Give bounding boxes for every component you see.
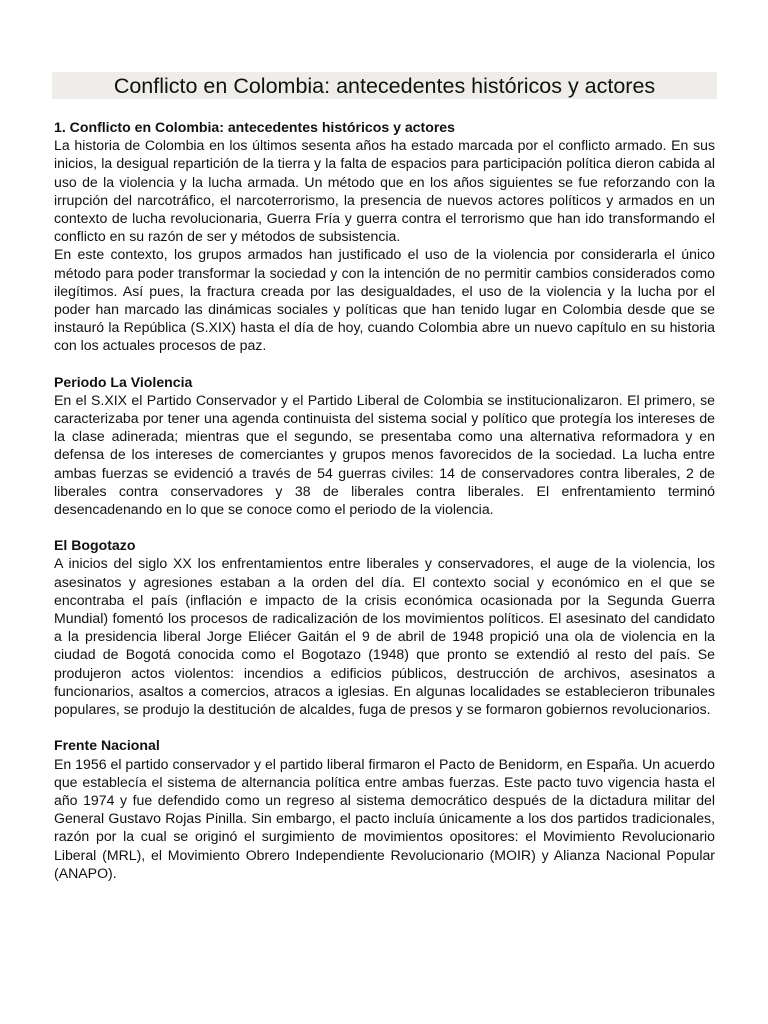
section-periodo-la-violencia: [54, 373, 715, 519]
section-paragraph: A inicios del siglo XX los enfrentamientos entre liberales y conservadores, el auge de la violencia, los asesinatos y agresiones estaban a la orden del día. El contexto social y económico en el que se encontraba el país (inflación e impacto de la crisis económica ocasionada por la Segunda Guerra Mundial) fomentó los procesos de radicalización de los movimientos políticos. El asesinato del candidato a la presidencia liberal Jorge Eliécer Gaitán el 9 de abril de 1948 propició una ola de violencia en la ciudad de Bogotá conocida como el Bogotazo (1948) que pronto se extendió al resto del país. Se produjeron actos violentos: incendios a edificios públicos, destrucción de archivos, asesinatos a funcionarios, asaltos a comercios, atracos a iglesias. En algunas localidades se establecieron tribunales populares, se produjo la destitución de alcaldes, fuga de presos y se formaron gobiernos revolucionarios.: [54, 555, 715, 718]
document-body: [54, 118, 715, 900]
section-frente-nacional: [54, 736, 715, 882]
section-conflicto: [54, 118, 715, 355]
section-paragraph: En el S.XIX el Partido Conservador y el Partido Liberal de Colombia se institucionalizaron. El primero, se caracterizaba por tener una agenda continuista del sistema social y político que protegía los intereses de la clase adinerada; mientras que el segundo, se presentaba como una alternativa reformadora y en defensa de los intereses de comerciantes y grupos menos favorecidos de la sociedad. La lucha entre ambas fuerzas se evidenció a través de 54 guerras civiles: 14 de conservadores contra liberales, 2 de liberales contra conservadores y 38 de liberales contra liberales. El enfrentamiento terminó desencadenando en lo que se conoce como el periodo de la violencia.: [54, 391, 715, 518]
section-paragraph: La historia de Colombia en los últimos sesenta años ha estado marcada por el conflicto armado. En sus inicios, la desigual repartición de la tierra y la falta de espacios para participación política dieron cabida al uso de la violencia y la lucha armada. Un método que en los años siguientes se fue reforzando con la irrupción del narcotráfico, el narcoterrorismo, la presencia de nuevos actores políticos y armados en un contexto de lucha revolucionaria, Guerra Fría y guerra contra el terrorismo que han ido transformando el conflicto en su razón de ser y métodos de subsistencia.: [54, 137, 715, 245]
section-paragraph: En este contexto, los grupos armados han justificado el uso de la violencia por considerarla el único método para poder transformar la sociedad y con la intención de no permitir cambios considerados como ilegítimos. Así pues, la fractura creada por las desigualdades, el uso de la violencia y la lucha por el poder han marcado las dinámicas sociales y políticas que han tenido lugar en Colombia desde que se instauró la República (S.XIX) hasta el día de hoy, cuando Colombia abre un nuevo capítulo en su historia con los actuales procesos de paz.: [54, 246, 715, 354]
document-title: Conflicto en Colombia: antecedentes históricos y actores: [52, 72, 717, 99]
section-el-bogotazo: [54, 536, 715, 718]
section-heading: Periodo La Violencia: [54, 373, 193, 390]
section-paragraph: En 1956 el partido conservador y el partido liberal firmaron el Pacto de Benidorm, en España. Un acuerdo que establecía el sistema de alternancia política entre ambas fuerzas. Este pacto tuvo vigencia hasta el año 1974 y fue defendido como un regreso al sistema democrático después de la dictadura militar del General Gustavo Rojas Pinilla. Sin embargo, el pacto incluía únicamente a los dos partidos tradicionales, razón por la cual se originó el surgimiento de movimientos opositores: el Movimiento Revolucionario Liberal (MRL), el Movimiento Obrero Independiente Revolucionario (MOIR) y Alianza Nacional Popular (ANAPO).: [54, 755, 715, 881]
section-heading: Frente Nacional: [54, 737, 160, 754]
section-heading: El Bogotazo: [54, 537, 136, 554]
section-heading: 1. Conflicto en Colombia: antecedentes históricos y actores: [54, 119, 455, 135]
